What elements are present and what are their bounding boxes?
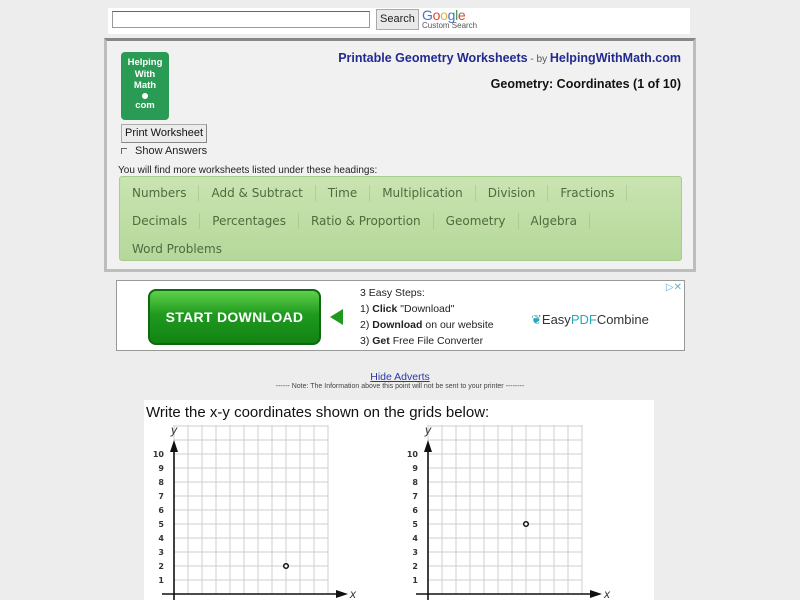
search-bar [108,8,690,34]
x-axis-label: x [604,587,610,600]
logo-text: With [134,68,156,80]
nav-time[interactable]: Time [316,185,370,201]
more-worksheets-text: You will find more worksheets listed under these headings: [118,165,378,176]
nav-algebra[interactable]: Algebra [519,213,590,229]
hide-adverts-link[interactable]: Hide Adverts [370,371,430,383]
ad-step: 2) Download on our website [360,319,494,331]
y-tick-label: 3 [158,548,164,557]
nav-ratio-proportion[interactable]: Ratio & Proportion [299,213,434,229]
nav-geometry[interactable]: Geometry [434,213,519,229]
coordinate-grid [398,400,628,600]
adchoices-close-icon[interactable]: ▷✕ [665,282,682,293]
y-tick-label: 6 [412,506,418,515]
y-tick-label: 7 [158,492,164,501]
nav-decimals[interactable]: Decimals [120,213,200,229]
start-download-button[interactable]: START DOWNLOAD [148,289,321,345]
nav-word-problems[interactable]: Word Problems [132,242,222,256]
x-axis-arrow-icon [336,590,348,598]
y-tick-label: 3 [412,548,418,557]
ad-step: 1) Click "Download" [360,303,455,315]
print-worksheet-button[interactable]: Print Worksheet [121,124,207,143]
logo-text: com [135,99,155,111]
y-tick-label: 5 [412,520,418,529]
y-tick-label: 10 [406,450,418,459]
y-tick-label: 9 [158,464,164,473]
y-tick-label: 2 [412,562,418,571]
site-logo[interactable] [121,52,169,120]
nav-add-subtract[interactable]: Add & Subtract [199,185,315,201]
nav-row [120,235,681,263]
x-axis-arrow-icon [590,590,602,598]
ad-steps [360,285,494,349]
y-tick-label: 4 [412,534,418,543]
easypdfcombine-logo: ❦EasyPDFCombine [531,312,649,327]
nav-percentages[interactable]: Percentages [200,213,299,229]
nav-fractions[interactable]: Fractions [548,185,627,201]
worksheet-subtitle: Geometry: Coordinates (1 of 10) [490,77,681,91]
x-axis-label: x [350,587,356,600]
ad-step: 3) Get Free File Converter [360,335,484,347]
coordinate-grid [144,400,374,600]
advert-banner[interactable] [116,280,685,351]
logo-text: Math [133,80,157,91]
site-link[interactable]: HelpingWithMath.com [549,51,681,65]
y-axis-label: y [171,423,177,437]
y-tick-label: 7 [412,492,418,501]
nav-multiplication[interactable]: Multiplication [370,185,476,201]
arrow-left-icon [330,309,343,325]
y-axis-arrow-icon [424,440,432,452]
logo-dot-icon [142,93,148,99]
nav-numbers[interactable]: Numbers [120,185,199,201]
nav-row [120,207,681,235]
plotted-point [524,522,529,527]
y-tick-label: 9 [412,464,418,473]
search-button[interactable]: Search [376,9,419,30]
y-tick-label: 10 [152,450,164,459]
search-input[interactable] [112,11,370,28]
worksheet [144,400,654,600]
y-tick-label: 5 [158,520,164,529]
y-tick-label: 1 [158,576,164,585]
worksheet-instructions: Write the x-y coordinates shown on the grids below: [146,404,490,421]
y-tick-label: 2 [158,562,164,571]
leaf-icon: ❦ [531,312,542,327]
page-title [338,51,681,65]
y-tick-label: 6 [158,506,164,515]
show-answers-checkbox[interactable] [121,148,127,154]
y-tick-label: 8 [158,478,164,487]
google-custom-search-logo [422,8,477,30]
title-link[interactable]: Printable Geometry Worksheets [338,51,528,65]
printer-note: ------ Note: The Information above this point will not be sent to your printer -------- [275,383,525,390]
y-tick-label: 8 [412,478,418,487]
show-answers-label: Show Answers [135,145,208,157]
y-axis-arrow-icon [170,440,178,452]
plotted-point [284,564,289,569]
nav-row [120,179,681,207]
y-axis-label: y [425,423,431,437]
header-panel [104,38,696,272]
title-by: - by [527,54,550,65]
y-tick-label: 4 [158,534,164,543]
ad-steps-title: 3 Easy Steps: [360,287,425,299]
show-answers-toggle[interactable] [121,145,207,157]
google-logo-icon: Google [422,7,466,23]
topic-nav [119,176,682,261]
y-tick-label: 1 [412,576,418,585]
logo-text: Helping [127,57,163,68]
custom-search-label: Custom Search [422,21,478,30]
nav-division[interactable]: Division [476,185,549,201]
